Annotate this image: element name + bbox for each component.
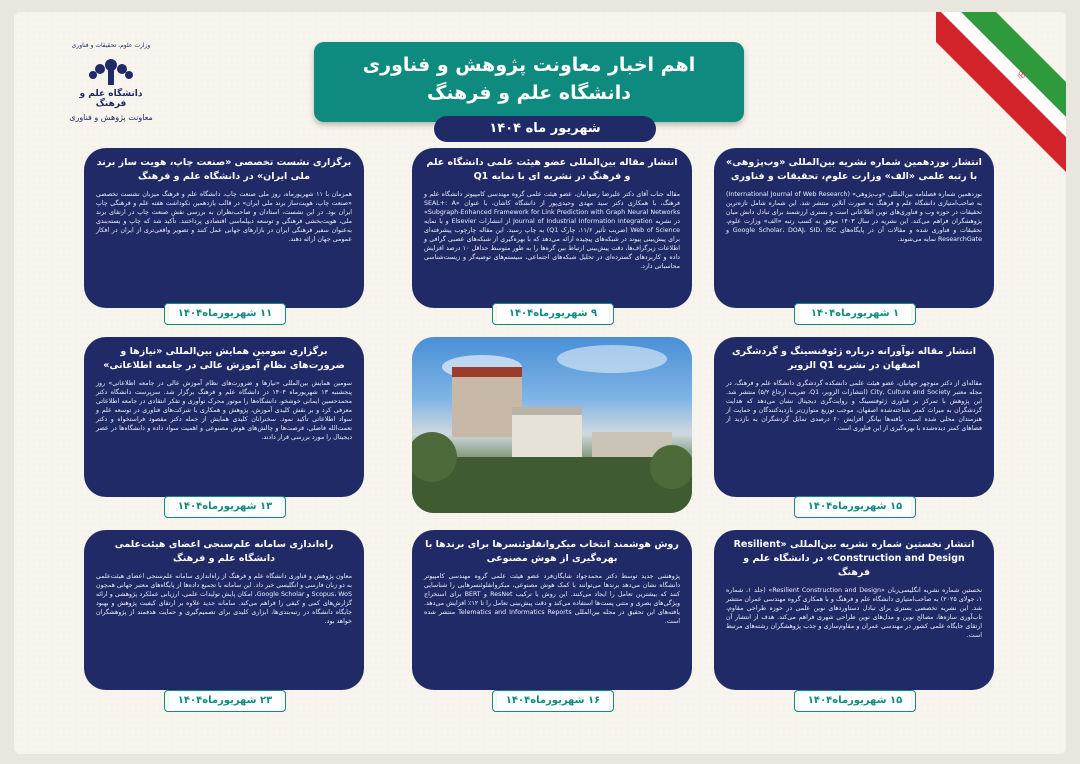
news-card-body: سومین همایش بین‌المللی «نیازها و ضرورت‌های نظام آموزش عالی در جامعه اطلاعاتی» روز پنجشنبه ۱۳ شهریورماه ۱۴۰۴ در دانشگاه علم و فرهنگ برگزار شد. سرپرست دانشگاه دکتر محمدحسین ایمانی خوشخو، دانشگاه‌ها را موتور محرک نوآوری و تفکر انتقادی در جامعه اطلاعاتی معرفی کرد و بر نقش کلیدی آموزش، پژوهش و همکاری با شرکت‌های فناوری در توسعه علم و سواد اطلاعاتی تأکید نمود. سخنرانان کلیدی همایش از جمله دکتر مقصود فراستخواه و دکتر نعمت‌الله فاضلی، فرصت‌ها و چالش‌های هوش مصنوعی و اهمیت سواد داده و دانشگاه‌ها در عصر دیجیتال را مورد بررسی قرار دادند.	[96, 380, 352, 441]
news-card-date: ۲۳ شهریورماه۱۴۰۴	[164, 690, 286, 712]
news-card-body: معاون پژوهش و فناوری دانشگاه علم و فرهنگ از راه‌اندازی سامانه علم‌سنجی اعضای هیئت‌علمی به دو زبان فارسی و انگلیسی خبر داد. این سامانه با تجمیع داده‌ها از پایگاه‌های معتبر جهانی همچون Scopus، WoS و Google Scholar، امکان پایش تولیدات علمی، ارزیابی عملکرد پژوهشی و ارائه گزارش‌های کمی و کیفی را فراهم می‌کند. سامانه جدید علاوه بر ارتقای کیفیت پژوهش و بهبود جایگاه دانشگاه در رتبه‌بندی‌ها، ابزاری کلیدی برای تصمیم‌گیری و حمایت هدفمند از پژوهشگران خواهد بود.	[96, 573, 353, 625]
news-card-title: انتشار نوزدهمین شماره نشریه بین‌المللی «وب‌پژوهی» با رتبه علمی «الف» وزارت علوم، تحقیقات و فناوری	[726, 157, 982, 182]
news-card-title: انتشار نخستین شماره نشریه بین‌المللی «Resilient Construction and Design» در دانشگاه علم و فرهنگ	[733, 539, 975, 578]
news-card-date: ۱۵ شهریورماه۱۴۰۴	[794, 690, 916, 712]
newsletter-page	[14, 12, 1066, 754]
news-card[interactable]	[412, 148, 692, 308]
news-card-title: راه‌اندازی سامانه علم‌سنجی اعضای هیئت‌علمی دانشگاه علم و فرهنگ	[114, 539, 334, 564]
news-card-title: برگزاری نشست تخصصی «صنعت چاپ، هویت ساز برند ملی ایران» در دانشگاه علم و فرهنگ	[96, 157, 352, 182]
news-card-date: ۱ شهریورماه۱۴۰۴	[794, 303, 916, 325]
logo-university-name: دانشگاه علم و فرهنگ	[79, 89, 143, 109]
news-card[interactable]	[84, 148, 364, 308]
campus-photo	[412, 337, 692, 513]
news-card-title: انتشار مقاله بین‌المللی عضو هیئت علمی دانشگاه علم و فرهنگ در نشریه ای با نمایه Q1	[426, 157, 678, 182]
month-label: شهریور ماه ۱۴۰۴	[434, 116, 656, 142]
page-title-line2: دانشگاه علم و فرهنگ	[426, 82, 632, 104]
logo-vice-presidency: معاونت پژوهش و فناوری	[69, 113, 153, 122]
ministry-label: وزارت علوم، تحقیقات و فناوری	[71, 42, 151, 49]
news-card-body: همزمان با ۱۱ شهریورماه، روز ملی صنعت چاپ، دانشگاه علم و فرهنگ میزبان نشست تخصصی «صنعت چاپ، هویت‌ساز برند ملی ایران» در قالب یازدهمین نکوداشت هفته علم و فرهنگی چاپ ایران بود. در این نشست، استادان و صاحب‌نظران به بررسی نقش صنعت چاپ در ارتقای برند ملی، هویت‌بخشی فرهنگی و توسعه دیپلماسی اقتصادی پرداختند. تأکید شد که چاپ و بسته‌بندی به‌عنوان سفیر فرهنگی ایران در بازارهای جهانی عمل کنند و تصویر واقعی‌تری از ایران در افکار عمومی جهان ارائه دهند.	[96, 191, 352, 243]
news-card-date: ۹ شهریورماه۱۴۰۴	[492, 303, 614, 325]
title-banner	[314, 42, 744, 122]
news-card[interactable]	[714, 148, 994, 308]
news-card-body: مقاله‌ای از دکتر منوچهر جهانیان، عضو هیئت علمی دانشکده گردشگری دانشگاه علم و فرهنگ، در مجله معتبر City, Culture and Society (انتشارات الزویر، Q1، ضریب ارجاع ۵/۲) منتشر شد. این پژوهش با تمرکز بر فناوری ژئوفنسینگ و روایت‌گری دیجیتال نشان می‌دهد که هدایت گردشگران به میراث کمتر شناخته‌شده اصفهان، موجب توزیع متوازن‌تر بازدیدکنندگان و حمایت از هنرمندان محلی شده است. یافته‌ها بیانگر افزایش ۶۰ درصدی تمایل گردشگران به بازدید از فضاهای کمتر دیده‌شده با بهره‌گیری از این فناوری است.	[726, 380, 983, 432]
svg-text:♔: ♔	[1013, 68, 1028, 83]
news-card-date: ۱۶ شهریورماه۱۴۰۴	[492, 690, 614, 712]
page-title-line1: اهم اخبار معاونت پژوهش و فناوری	[362, 54, 696, 76]
news-card[interactable]	[84, 337, 364, 497]
news-card[interactable]	[714, 530, 994, 690]
news-card-body: نخستین شماره نشریه انگلیسی‌زبان «Resilient Construction and Design» (جلد ۱، شماره ۱، جولای ۲۰۲۵) به صاحب‌امتیازی دانشگاه علم و فرهنگ و با همکاری گروه مهندسی عمران منتشر شد. این نشریه تخصصی بستری برای تبادل دستاوردهای نوین علمی در حوزه طراحی مقاوم، تاب‌آوری سازه‌ها، مصالح نوین و مدل‌های نوین طراحی شهری فراهم می‌کند. هدف از انتشار آن ارتقای جایگاه علمی کشور در مهندسی عمران و مقاوم‌سازی و جذب پژوهشگران رشته‌های مرتبط است.	[726, 587, 982, 639]
news-card-body: مقاله جناب آقای دکتر علیرضا رضوانیان، عضو هیئت علمی گروه مهندسی کامپیوتر دانشگاه علم و فرهنگ، با همکاری دکتر سید مهدی وحیدی‌پور از دانشگاه کاشان، با عنوان «SEAL+: A Subgraph-Enhanced Framework for Link Prediction with Graph Neural Networks» در نشریه Journal of Industrial Information Integration از انتشارات Elsevier و با نمایه Web of Science (ضریب تأثیر ۱۱/۶، چارک Q1) به چاپ رسید. این مقاله چارچوب پیشرفته‌ای برای پیش‌بینی پیوند در شبکه‌های پیچیده ارائه می‌دهد که با بهره‌گیری از شبکه‌های عصبی گرافی و اطلاعات زیرگراف‌ها، دقت پیش‌بینی ارتباط بین گره‌ها را به طور متوسط حداقل ۱۰ درصد افزایش داده و کاربردهای گسترده‌ای در تحلیل شبکه‌های اجتماعی، سیستم‌های توصیه‌گر و زیست‌شناسی محاسباتی دارد.	[424, 191, 681, 270]
news-card-date: ۱۱ شهریورماه۱۴۰۴	[164, 303, 286, 325]
news-card[interactable]	[412, 530, 692, 690]
news-card-date: ۱۵ شهریورماه۱۴۰۴	[794, 496, 916, 518]
news-card[interactable]	[714, 337, 994, 497]
news-card-title: انتشار مقاله نوآورانه درباره ژئوفنسینگ و گردشگری اصفهان در نشریه Q1 الزویر	[731, 346, 977, 371]
news-card[interactable]	[84, 530, 364, 690]
university-logo	[66, 42, 156, 142]
news-card-body: نوزدهمین شماره فصلنامه بین‌المللی «وب‌پژوهی» (International Journal of Web Research) به صاحب‌امتیازی دانشگاه علم و فرهنگ به صورت آنلاین منتشر شد. این شماره شامل تازه‌ترین تحقیقات در حوزه وب و فناوری‌های نوین اطلاعاتی است و بستری ارزشمند برای تبادل دانش میان پژوهشگران فراهم می‌کند. این نشریه در سال ۱۴۰۳ موفق به کسب رتبه «الف» وزارت علوم، تحقیقات و فناوری شده و مقالات آن در پایگاه‌های Google Scholar، DOAJ، SID، ISC و ResearchGate نمایه می‌شوند.	[726, 191, 983, 243]
news-card-title: روش هوشمند انتخاب میکروانفلوئنسرها برای برندها با بهره‌گیری از هوش مصنوعی	[425, 539, 679, 564]
logo-emblem-icon	[88, 55, 134, 85]
news-card-date: ۱۳ شهریورماه۱۴۰۴	[164, 496, 286, 518]
news-card-title: برگزاری سومین همایش بین‌المللی «نیازها و ضرورت‌های نظام آموزش عالی در جامعه اطلاعاتی»	[103, 346, 345, 371]
news-card-body: پژوهشی جدید توسط دکتر محمدجواد شایگان‌فرد عضو هیئت علمی گروه مهندسی کامپیوتر دانشگاه نشان می‌دهد برندها می‌توانند با کمک هوش مصنوعی، میکروانفلوئنسرهایی را شناسایی کنند که بیشترین تعامل را ایجاد می‌کنند. این روش با ترکیب ResNet و BERT برای استخراج ویژگی‌های بصری و متنی پست‌ها استفاده می‌کند و دقت پیش‌بینی تعامل را تا ۱۲٪ افزایش می‌دهد. یافته‌های این تحقیق در مجله بین‌المللی Telematics and Informatics Reports منتشر شده است.	[424, 573, 681, 625]
